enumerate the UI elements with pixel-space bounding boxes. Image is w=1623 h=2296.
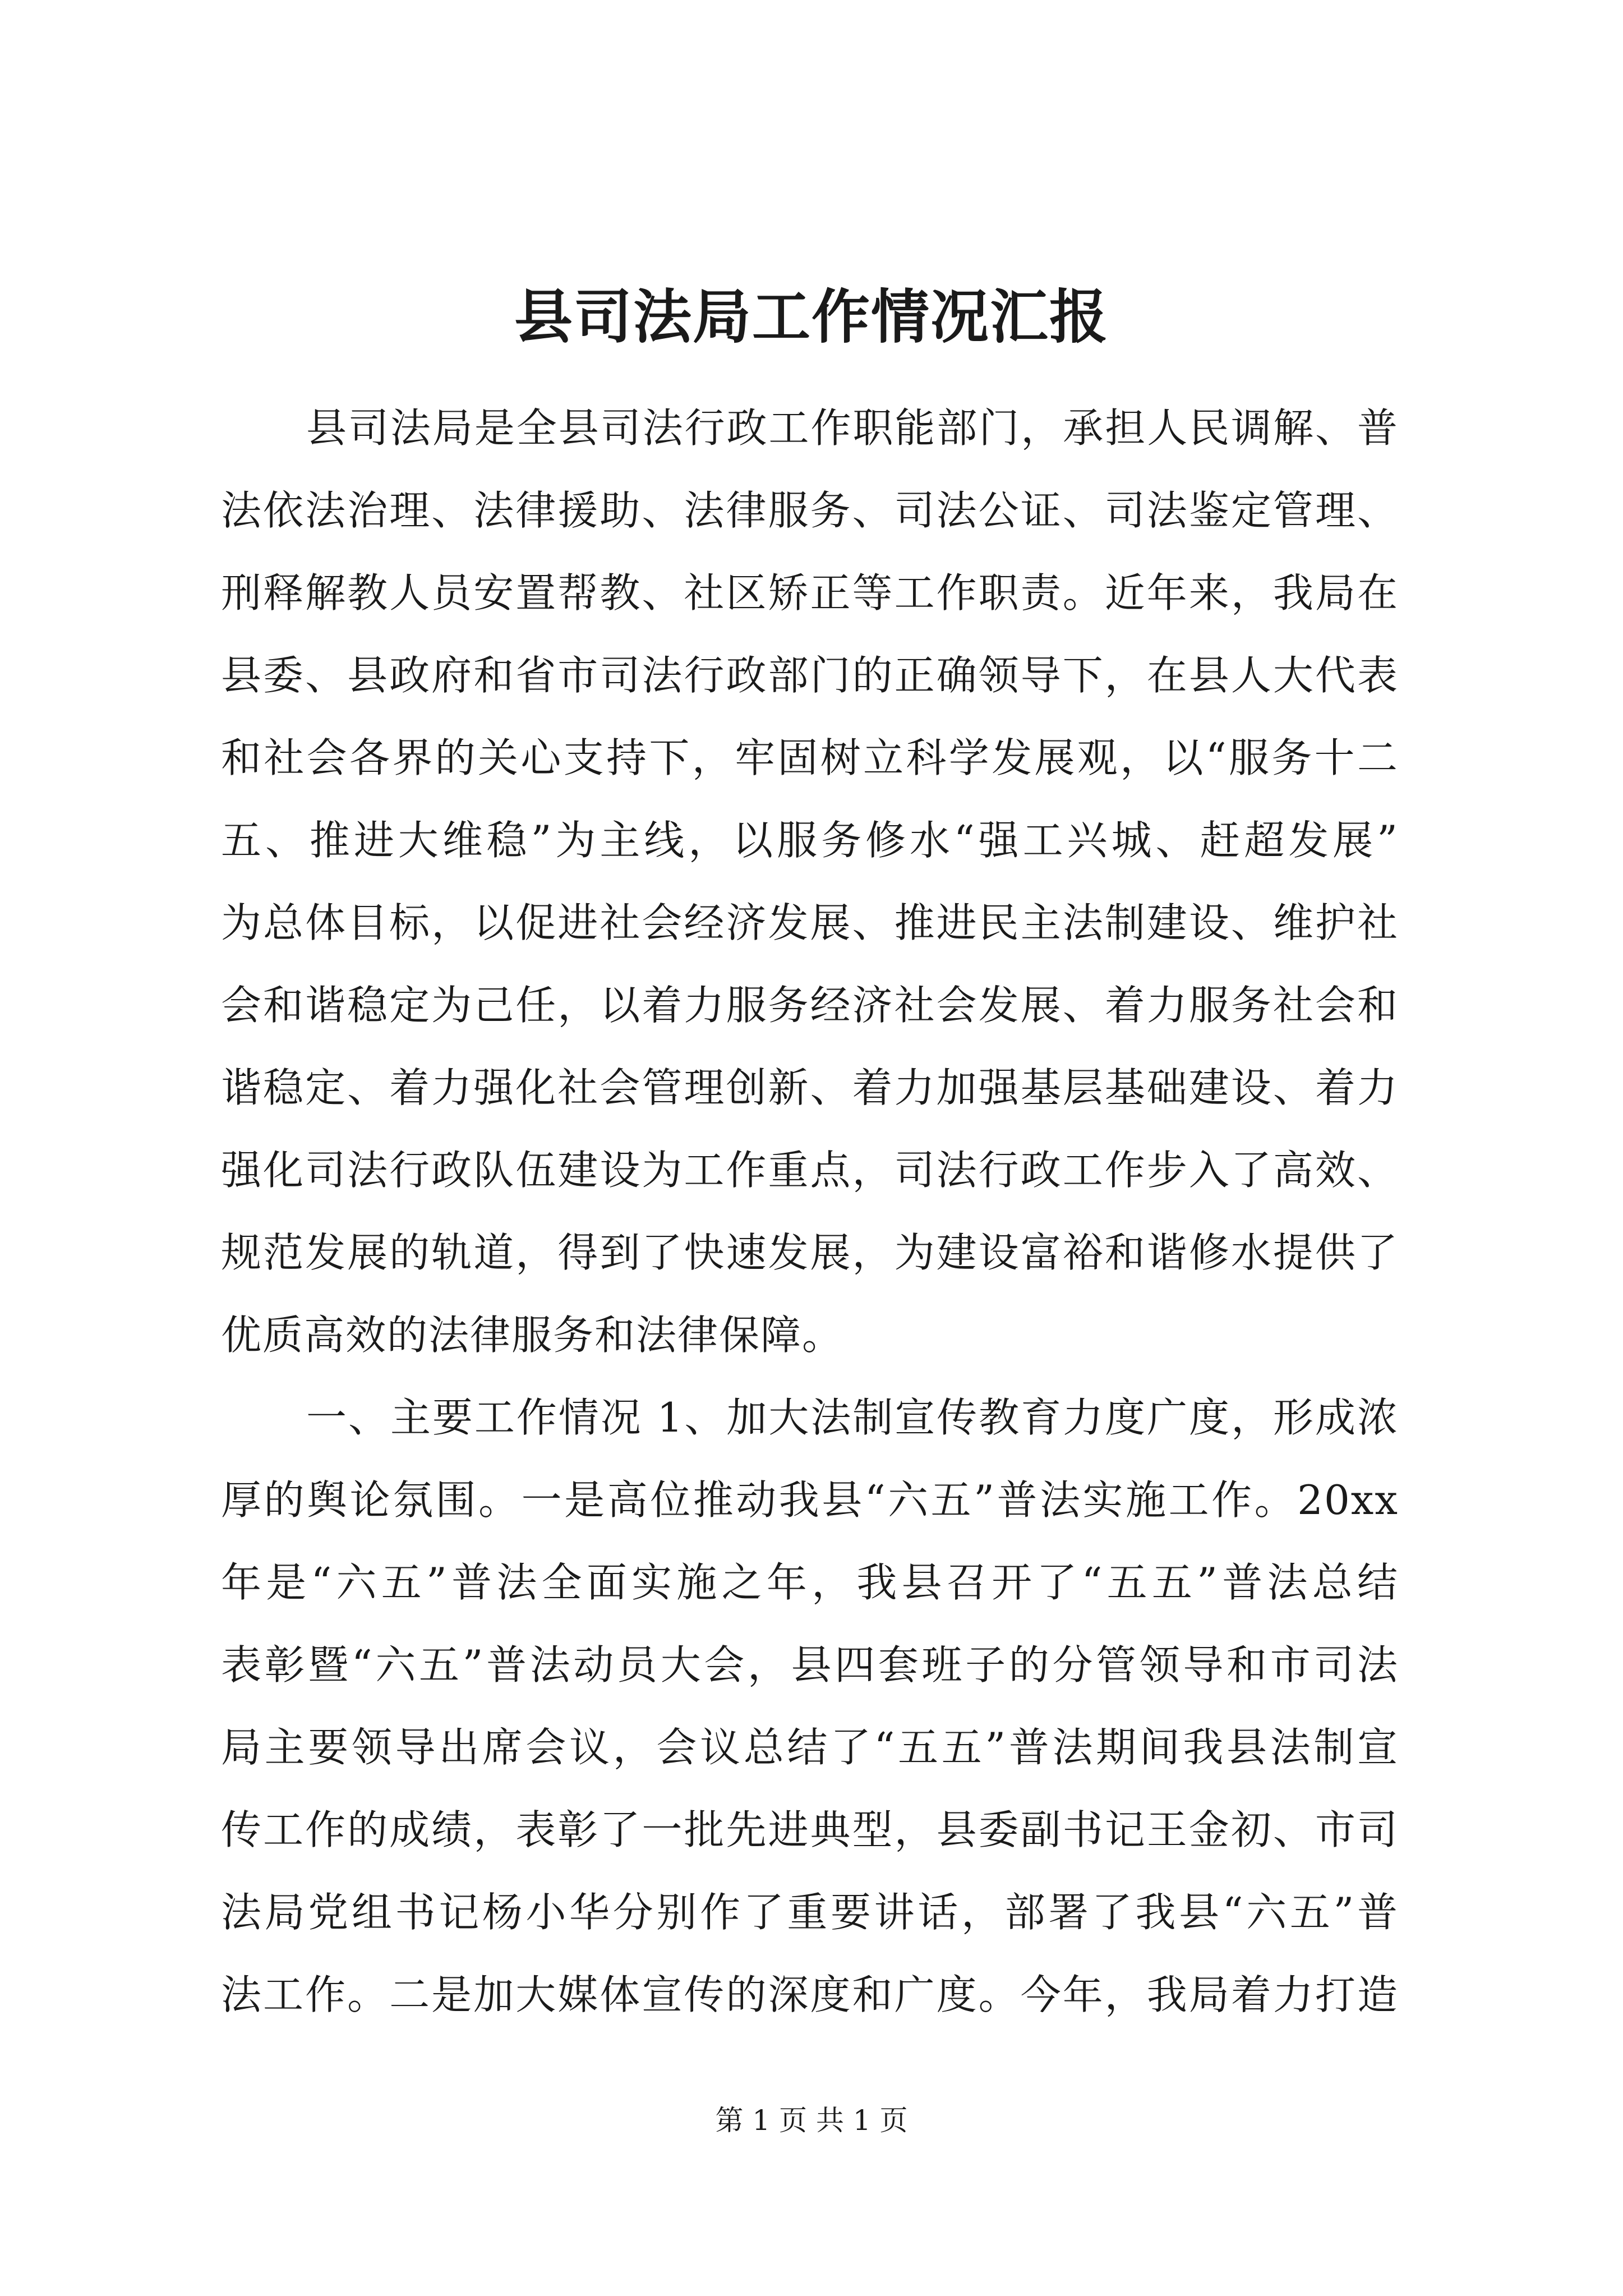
body-line: 为总体目标，以促进社会经济发展、推进民主法制建设、维护社 bbox=[221, 899, 1399, 946]
page-footer: 第 1 页 共 1 页 bbox=[715, 2104, 908, 2137]
body-line: 表彰暨“六五”普法动员大会，县四套班子的分管领导和市司法 bbox=[221, 1641, 1399, 1688]
body-line: 厚的舆论氛围。一是高位推动我县“六五”普法实施工作。20xx bbox=[221, 1476, 1399, 1524]
body-line: 年是“六五”普法全面实施之年，我县召开了“五五”普法总结 bbox=[221, 1559, 1399, 1606]
body-line: 局主要领导出席会议，会议总结了“五五”普法期间我县法制宣 bbox=[221, 1724, 1399, 1771]
body-line: 县司法局是全县司法行政工作职能部门，承担人民调解、普 bbox=[306, 404, 1399, 452]
document-body bbox=[221, 387, 1399, 2036]
body-line: 谐稳定、着力强化社会管理创新、着力加强基层基础建设、着力 bbox=[221, 1064, 1399, 1111]
body-line: 法工作。二是加大媒体宣传的深度和广度。今年，我局着力打造 bbox=[221, 1971, 1399, 2018]
body-line: 优质高效的法律服务和法律保障。 bbox=[221, 1312, 844, 1359]
body-line: 传工作的成绩，表彰了一批先进典型，县委副书记王金初、市司 bbox=[221, 1806, 1399, 1853]
body-line: 刑释解教人员安置帮教、社区矫正等工作职责。近年来，我局在 bbox=[221, 569, 1399, 616]
body-line: 和社会各界的关心支持下，牢固树立科学发展观，以“服务十二 bbox=[221, 734, 1399, 781]
body-line: 法局党组书记杨小华分别作了重要讲话，部署了我县“六五”普 bbox=[221, 1889, 1399, 1936]
body-line: 县委、县政府和省市司法行政部门的正确领导下，在县人大代表 bbox=[221, 652, 1399, 699]
body-line: 规范发展的轨道，得到了快速发展，为建设富裕和谐修水提供了 bbox=[221, 1229, 1399, 1276]
document-title: 县司法局工作情况汇报 bbox=[514, 282, 1109, 351]
body-line: 会和谐稳定为己任，以着力服务经济社会发展、着力服务社会和 bbox=[221, 982, 1399, 1029]
body-line: 五、推进大维稳”为主线，以服务修水“强工兴城、赶超发展” bbox=[221, 817, 1399, 864]
body-line: 法依法治理、法律援助、法律服务、司法公证、司法鉴定管理、 bbox=[221, 487, 1399, 534]
body-line: 强化司法行政队伍建设为工作重点，司法行政工作步入了高效、 bbox=[221, 1147, 1399, 1194]
body-line: 一、主要工作情况 1、加大法制宣传教育力度广度，形成浓 bbox=[306, 1394, 1399, 1441]
